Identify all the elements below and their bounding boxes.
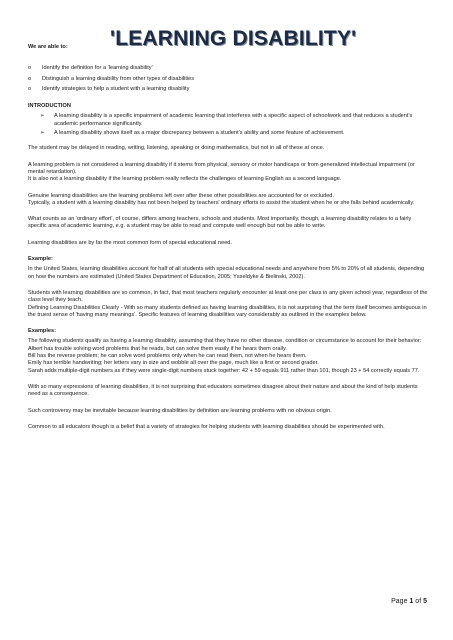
examples-heading: Examples: — [28, 328, 56, 335]
list-item: Albert has trouble solving word problems that he reads, but can solve them easily if he hears them orally. — [28, 345, 287, 352]
page-title: 'LEARNING DISABILITY' — [110, 27, 357, 50]
list-item: Bill has the reverse problem; he can solve word problems only when he can read them, not when he hears them. — [28, 353, 307, 360]
able-to-label: We are able to: — [28, 44, 68, 50]
list-item: o Identify strategies to help a student with a learning disability — [28, 85, 190, 92]
paragraph: Students with learning disabilities are so common, in fact, that most teachers regularly encounter at least one per class in any given school year, regardless of the class level they teach. Defining Learning Disabilities Clearly - With so many students defined as having learning disabilities, it is not surprising that the term itself becomes ambiguous in the truest sense of 'having many meanings'. Specific features of learning disabilities vary considerably as outlined in the examples below. — [28, 289, 428, 318]
introduction-list — [28, 113, 428, 137]
current-page-number: 1 — [409, 598, 414, 605]
list-item: o Identify the definition for a 'learning disability' — [28, 65, 153, 72]
list-item: o Distinguish a learning disability from other types of disabilities — [28, 75, 195, 82]
circle-bullet-icon: o — [28, 85, 32, 92]
example-heading: Example: — [28, 256, 53, 263]
paragraph: Genuine learning disabilities are the learning problems left over after these other possibilities are accounted for or excluded. Typically, a student with a learning disability has not been helped by teachers' ordinary efforts to assist the student when he or she falls behind academically. — [28, 192, 415, 206]
paragraph: In the United States, learning disabilities account for half of all students with special educational needs and anywhere from 5% to 20% of all students, depending on how the numbers are estimated (United States Department of Education, 2005; Ysseldyke & Bielinski, 2002). — [28, 266, 425, 280]
paragraph: Such controversy may be inevitable because learning disabilities by definition are learning problems with no obvious origin. — [28, 407, 332, 414]
list-item: Sarah adds multiple-digit numbers as if they were single-digit numbers stuck together: 42 + 59 equals 911 rather than 101, though 23 + 54 correctly equals 77. — [28, 367, 420, 374]
arrow-bullet-icon: ➢ — [40, 113, 45, 120]
list-item: The following students qualify as having a learning disability, assuming that they have no other disease, condition or circumstance to account for their behavior: — [28, 338, 422, 345]
total-pages-number: 5 — [423, 598, 427, 605]
paragraph: The student may be delayed in reading, writing, listening, speaking or doing mathematics, but not in all of these at once. — [28, 145, 325, 152]
circle-bullet-icon: o — [28, 75, 32, 82]
page-number-footer — [391, 598, 427, 605]
objectives-list — [28, 65, 428, 93]
paragraph: A learning problem is not considered a learning disability if it stems from physical, sensory or motor handicaps or from generalized intellectual impairment (or mental retardation). It is also not a learning disability if the learning problem really reflects the challenges of learning English as a second language. — [28, 161, 415, 183]
paragraph: Common to all educators though is a belief that a variety of strategies for helping students with learning disabilities should be experimented with. — [28, 423, 385, 430]
introduction-heading: INTRODUCTION — [28, 103, 71, 110]
of-word: of — [415, 598, 422, 605]
list-item: ➢ A learning disability shows itself as a major discrepancy between a student's ability and some feature of achievement. — [40, 130, 345, 137]
paragraph: What counts as an 'ordinary effort', of course, differs among teachers, schools and students. Most importantly, though, a learning disability relates to a fairly specific area of academic learning, e.g. a student may be able to read and compute well enough but not be able to write. — [28, 216, 412, 230]
paragraph: Learning disabilities are by far the most common form of special educational need. — [28, 239, 232, 246]
list-item: Emily has terrible handwriting; her letters vary in size and wobble all over the page, much like a first or second grader. — [28, 360, 319, 367]
document-body — [28, 44, 428, 431]
page-word: Page — [391, 598, 408, 605]
circle-bullet-icon: o — [28, 65, 32, 72]
arrow-bullet-icon: ➢ — [40, 130, 45, 137]
list-item: ➢ A learning disability is a specific impairment of academic learning that interferes with a specific aspect of schoolwork and that reduces a student's academic performance significantly. — [40, 113, 413, 127]
paragraph: With so many expressions of learning disabilities, it is not surprising that educators sometimes disagree about their nature and about the kind of help students need as a consequence. — [28, 383, 418, 398]
examples-block — [28, 338, 428, 374]
